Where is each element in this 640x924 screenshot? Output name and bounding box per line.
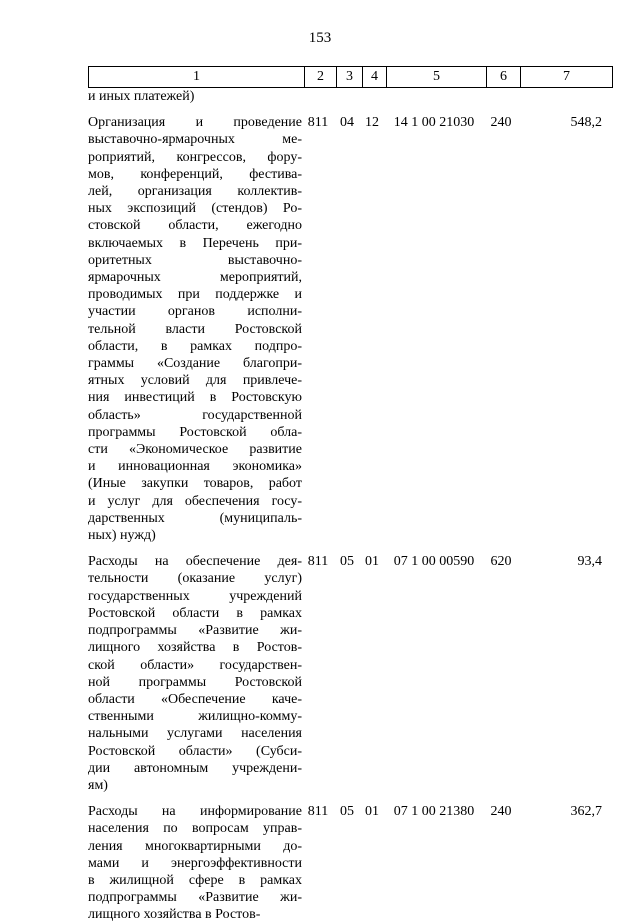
text-line: ной программы Ростовской xyxy=(88,674,302,690)
ministry-code: 811 xyxy=(307,115,329,131)
text-line: лищного хозяйства в Ростов- xyxy=(88,907,261,923)
text-line: ям) xyxy=(88,777,108,793)
column-header-row xyxy=(89,67,613,88)
expense-type-code: 240 xyxy=(490,804,512,820)
text-line: граммы «Создание благопри- xyxy=(88,356,302,372)
text-line: ятных условий для привлече- xyxy=(88,373,302,389)
column-header-table xyxy=(88,66,613,88)
expense-type-code: 240 xyxy=(490,115,512,131)
text-line: ской области» государствен- xyxy=(88,657,302,673)
text-line: тельности (оказание услуг) xyxy=(88,571,302,587)
column-header-5: 5 xyxy=(387,67,487,88)
text-line: ных) нужд) xyxy=(88,528,156,544)
continuation-text xyxy=(88,88,302,105)
table-row xyxy=(88,553,618,794)
text-line: оритетных выставочно- xyxy=(88,252,302,268)
text-line: стовской области, ежегодно xyxy=(88,218,302,234)
row-description xyxy=(88,803,302,923)
row-description xyxy=(88,553,302,794)
text-line: роприятий, конгрессов, фору- xyxy=(88,149,302,165)
column-header-3: 3 xyxy=(337,67,363,88)
column-header-4: 4 xyxy=(363,67,387,88)
section-code: 05 xyxy=(340,804,354,820)
text-line: в жилищной сфере в рамках xyxy=(88,872,302,888)
section-code: 05 xyxy=(340,554,354,570)
text-line: включаемых в Перечень при- xyxy=(88,235,302,251)
text-line: выставочно-ярмарочных ме- xyxy=(88,132,302,148)
text-line: сти «Экономическое развитие xyxy=(88,442,302,458)
text-line: Расходы на обеспечение дея- xyxy=(88,554,302,570)
text-line: проводимых при поддержке и xyxy=(88,287,302,303)
table-body xyxy=(88,88,618,924)
table-row xyxy=(88,803,618,923)
text-line: подпрограммы «Развитие жи- xyxy=(88,623,302,639)
text-line: и инновационная экономика» xyxy=(88,459,302,475)
text-line: программы Ростовской обла- xyxy=(88,424,302,440)
target-item-code: 07 1 00 21380 xyxy=(393,804,475,820)
row-description xyxy=(88,114,302,544)
text-line: и иных платежей) xyxy=(88,89,195,104)
text-line: область» государственной xyxy=(88,407,302,423)
subsection-code: 01 xyxy=(365,554,379,570)
text-line: лищного хозяйства в Ростов- xyxy=(88,640,302,656)
ministry-code: 811 xyxy=(307,804,329,820)
amount: 362,7 xyxy=(570,804,602,820)
text-line: ления многоквартирными до- xyxy=(88,838,302,854)
subsection-code: 12 xyxy=(365,115,379,131)
text-line: участии органов исполни- xyxy=(88,304,302,320)
text-line: государственных учреждений xyxy=(88,588,302,604)
text-line: ярмарочных мероприятий, xyxy=(88,270,302,286)
text-line: мами и энергоэффективности xyxy=(88,855,302,871)
text-line: ных экспозиций (стендов) Ро- xyxy=(88,201,302,217)
amount: 93,4 xyxy=(577,554,602,570)
text-line: Ростовской области» (Субси- xyxy=(88,743,302,759)
text-line: Организация и проведение xyxy=(88,115,302,131)
text-line: Ростовской области в рамках xyxy=(88,605,302,621)
text-line: нальными услугами населения xyxy=(88,726,302,742)
text-line: подпрограммы «Развитие жи- xyxy=(88,890,302,906)
text-line: (Иные закупки товаров, работ xyxy=(88,476,302,492)
text-line: тельной власти Ростовской xyxy=(88,321,302,337)
text-line: ния инвестиций в Ростовскую xyxy=(88,390,302,406)
text-line: и услуг для обеспечения госу- xyxy=(88,493,302,509)
section-code: 04 xyxy=(340,115,354,131)
ministry-code: 811 xyxy=(307,554,329,570)
amount: 548,2 xyxy=(570,115,602,131)
expense-type-code: 620 xyxy=(490,554,512,570)
table-row xyxy=(88,114,618,544)
text-line: ственными жилищно-комму- xyxy=(88,709,302,725)
text-line: области, в рамках подпро- xyxy=(88,338,302,354)
continuation-row xyxy=(88,88,618,105)
page-number: 153 xyxy=(308,30,332,46)
text-line: лей, организация коллектив- xyxy=(88,184,302,200)
text-line: области «Обеспечение каче- xyxy=(88,691,302,707)
text-line: дарственных (муниципаль- xyxy=(88,510,302,526)
text-line: дии автономным учреждени- xyxy=(88,760,302,776)
target-item-code: 14 1 00 21030 xyxy=(393,115,475,131)
text-line: мов, конференций, фестива- xyxy=(88,166,302,182)
text-line: Расходы на информирование xyxy=(88,804,302,820)
column-header-1: 1 xyxy=(89,67,305,88)
column-header-2: 2 xyxy=(305,67,337,88)
column-header-7: 7 xyxy=(521,67,613,88)
subsection-code: 01 xyxy=(365,804,379,820)
text-line: населения по вопросам управ- xyxy=(88,821,302,837)
column-header-6: 6 xyxy=(487,67,521,88)
target-item-code: 07 1 00 00590 xyxy=(393,554,475,570)
rows-container xyxy=(88,114,618,923)
